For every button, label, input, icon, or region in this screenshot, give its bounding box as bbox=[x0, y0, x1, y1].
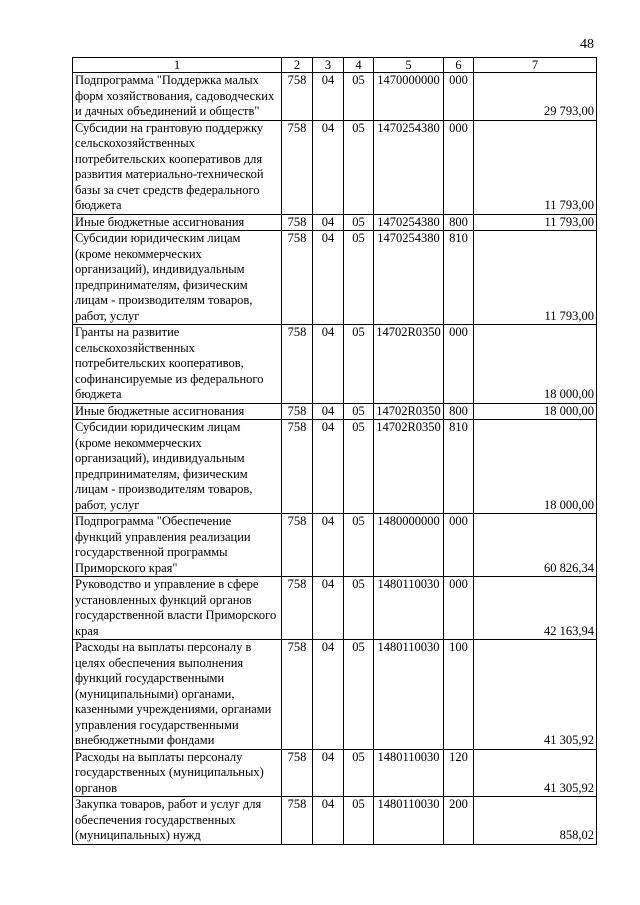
table-row bbox=[73, 325, 597, 404]
expense-type-cell: 000 bbox=[444, 514, 474, 577]
subsection-code-cell: 05 bbox=[344, 120, 374, 214]
expense-type-cell: 200 bbox=[444, 797, 474, 845]
table-row bbox=[73, 577, 597, 640]
subsection-code-cell: 05 bbox=[344, 577, 374, 640]
header-cell: 5 bbox=[374, 58, 444, 73]
budget-table bbox=[72, 57, 597, 845]
header-cell: 6 bbox=[444, 58, 474, 73]
section-code-cell: 04 bbox=[313, 231, 344, 325]
section-code-cell: 04 bbox=[313, 403, 344, 420]
amount-cell: 11 793,00 bbox=[474, 214, 597, 231]
ministry-code-cell: 758 bbox=[282, 325, 313, 404]
expense-type-cell: 120 bbox=[444, 749, 474, 797]
table-row bbox=[73, 640, 597, 750]
section-code-cell: 04 bbox=[313, 577, 344, 640]
expense-type-cell: 000 bbox=[444, 325, 474, 404]
expense-type-cell: 810 bbox=[444, 231, 474, 325]
table-row bbox=[73, 231, 597, 325]
target-article-cell: 1470254380 bbox=[374, 231, 444, 325]
row-name-cell: Субсидии на грантовую поддержку сельскохозяйственных потребительских кооперативов для развития материально-технической базы за счет средств федерального бюджета bbox=[73, 120, 282, 214]
header-cell: 1 bbox=[73, 58, 282, 73]
ministry-code-cell: 758 bbox=[282, 577, 313, 640]
row-name-cell: Расходы на выплаты персоналу в целях обеспечения выполнения функций государственными (муниципальными) органами, казенными учреждениями, органами управления государственными внебюджетными фондами bbox=[73, 640, 282, 750]
amount-cell: 11 793,00 bbox=[474, 231, 597, 325]
amount-cell: 60 826,34 bbox=[474, 514, 597, 577]
subsection-code-cell: 05 bbox=[344, 640, 374, 750]
page-number: 48 bbox=[580, 37, 594, 52]
header-cell: 4 bbox=[344, 58, 374, 73]
subsection-code-cell: 05 bbox=[344, 231, 374, 325]
expense-type-cell: 000 bbox=[444, 577, 474, 640]
section-code-cell: 04 bbox=[313, 325, 344, 404]
target-article-cell: 1480110030 bbox=[374, 577, 444, 640]
subsection-code-cell: 05 bbox=[344, 514, 374, 577]
section-code-cell: 04 bbox=[313, 797, 344, 845]
expense-type-cell: 000 bbox=[444, 120, 474, 214]
subsection-code-cell: 05 bbox=[344, 214, 374, 231]
target-article-cell: 14702R0350 bbox=[374, 325, 444, 404]
target-article-cell: 1480110030 bbox=[374, 797, 444, 845]
expense-type-cell: 800 bbox=[444, 214, 474, 231]
row-name-cell: Иные бюджетные ассигнования bbox=[73, 214, 282, 231]
subsection-code-cell: 05 bbox=[344, 420, 374, 514]
ministry-code-cell: 758 bbox=[282, 214, 313, 231]
target-article-cell: 1470254380 bbox=[374, 214, 444, 231]
target-article-cell: 1480000000 bbox=[374, 514, 444, 577]
header-cell: 7 bbox=[474, 58, 597, 73]
table-row bbox=[73, 403, 597, 420]
row-name-cell: Субсидии юридическим лицам (кроме некоммерческих организаций), индивидуальным предпринимателям, физическим лицам - производителям товаров, работ, услуг bbox=[73, 420, 282, 514]
header-cell: 2 bbox=[282, 58, 313, 73]
subsection-code-cell: 05 bbox=[344, 749, 374, 797]
row-name-cell: Иные бюджетные ассигнования bbox=[73, 403, 282, 420]
amount-cell: 11 793,00 bbox=[474, 120, 597, 214]
ministry-code-cell: 758 bbox=[282, 73, 313, 121]
target-article-cell: 1480110030 bbox=[374, 640, 444, 750]
target-article-cell: 1470000000 bbox=[374, 73, 444, 121]
row-name-cell: Гранты на развитие сельскохозяйственных потребительских кооперативов, софинансируемые из федерального бюджета bbox=[73, 325, 282, 404]
ministry-code-cell: 758 bbox=[282, 120, 313, 214]
row-name-cell: Расходы на выплаты персоналу государственных (муниципальных) органов bbox=[73, 749, 282, 797]
section-code-cell: 04 bbox=[313, 749, 344, 797]
target-article-cell: 14702R0350 bbox=[374, 403, 444, 420]
ministry-code-cell: 758 bbox=[282, 420, 313, 514]
expense-type-cell: 800 bbox=[444, 403, 474, 420]
expense-type-cell: 000 bbox=[444, 73, 474, 121]
table-row bbox=[73, 120, 597, 214]
section-code-cell: 04 bbox=[313, 514, 344, 577]
section-code-cell: 04 bbox=[313, 420, 344, 514]
table-row bbox=[73, 749, 597, 797]
subsection-code-cell: 05 bbox=[344, 403, 374, 420]
header-cell: 3 bbox=[313, 58, 344, 73]
table-row bbox=[73, 73, 597, 121]
amount-cell: 18 000,00 bbox=[474, 420, 597, 514]
amount-cell: 42 163,94 bbox=[474, 577, 597, 640]
subsection-code-cell: 05 bbox=[344, 797, 374, 845]
amount-cell: 29 793,00 bbox=[474, 73, 597, 121]
ministry-code-cell: 758 bbox=[282, 403, 313, 420]
row-name-cell: Подпрограмма "Обеспечение функций управления реализации государственной программы Приморского края" bbox=[73, 514, 282, 577]
subsection-code-cell: 05 bbox=[344, 73, 374, 121]
section-code-cell: 04 bbox=[313, 120, 344, 214]
expense-type-cell: 100 bbox=[444, 640, 474, 750]
section-code-cell: 04 bbox=[313, 640, 344, 750]
table-row bbox=[73, 514, 597, 577]
amount-cell: 18 000,00 bbox=[474, 403, 597, 420]
table-row bbox=[73, 797, 597, 845]
target-article-cell: 1470254380 bbox=[374, 120, 444, 214]
row-name-cell: Руководство и управление в сфере установленных функций органов государственной власти Приморского края bbox=[73, 577, 282, 640]
subsection-code-cell: 05 bbox=[344, 325, 374, 404]
ministry-code-cell: 758 bbox=[282, 231, 313, 325]
table-row bbox=[73, 214, 597, 231]
amount-cell: 41 305,92 bbox=[474, 640, 597, 750]
target-article-cell: 14702R0350 bbox=[374, 420, 444, 514]
expense-type-cell: 810 bbox=[444, 420, 474, 514]
row-name-cell: Закупка товаров, работ и услуг для обеспечения государственных (муниципальных) нужд bbox=[73, 797, 282, 845]
ministry-code-cell: 758 bbox=[282, 797, 313, 845]
section-code-cell: 04 bbox=[313, 214, 344, 231]
row-name-cell: Субсидии юридическим лицам (кроме некоммерческих организаций), индивидуальным предпринимателям, физическим лицам - производителям товаров, работ, услуг bbox=[73, 231, 282, 325]
table-header-row bbox=[73, 58, 597, 73]
section-code-cell: 04 bbox=[313, 73, 344, 121]
ministry-code-cell: 758 bbox=[282, 514, 313, 577]
table-row bbox=[73, 420, 597, 514]
ministry-code-cell: 758 bbox=[282, 640, 313, 750]
ministry-code-cell: 758 bbox=[282, 749, 313, 797]
amount-cell: 41 305,92 bbox=[474, 749, 597, 797]
amount-cell: 858,02 bbox=[474, 797, 597, 845]
row-name-cell: Подпрограмма "Поддержка малых форм хозяйствования, садоводческих и дачных объединений и обществ" bbox=[73, 73, 282, 121]
target-article-cell: 1480110030 bbox=[374, 749, 444, 797]
amount-cell: 18 000,00 bbox=[474, 325, 597, 404]
